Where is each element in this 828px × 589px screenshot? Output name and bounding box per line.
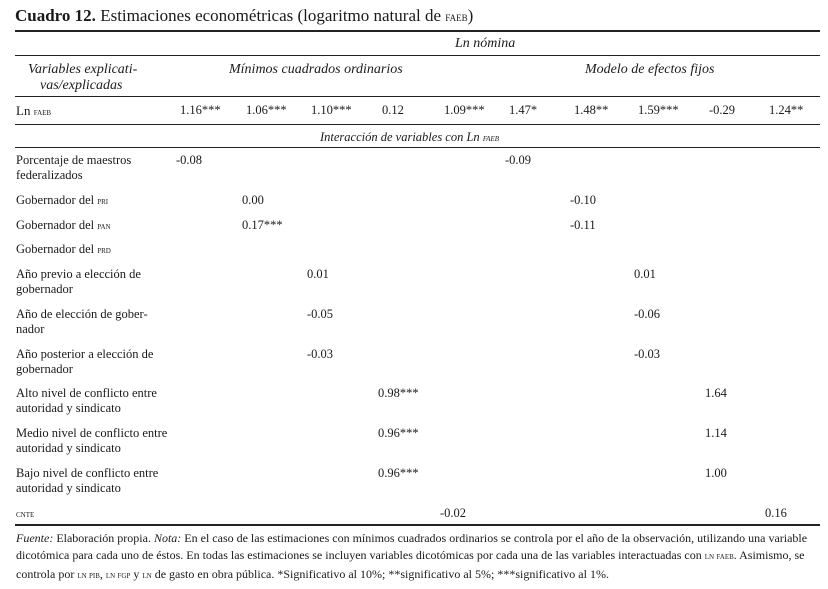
row-label-acronym: pan — [97, 221, 111, 232]
table-cell: 0.16 — [765, 506, 787, 520]
table-cell: -0.09 — [505, 153, 532, 167]
fuente-text: Elaboración propia. — [56, 531, 151, 545]
ln-faeb-value-col5: 1.09*** — [444, 103, 485, 117]
table-cell: 0.01 — [634, 267, 656, 281]
row-label-prefix: Gobernador del — [16, 218, 98, 232]
row-label: Bajo nivel de conflicto entre autoridad y sindicato — [16, 466, 159, 495]
row-label-acronym: cnte — [16, 509, 35, 520]
row-label: Año de elección de gober-nador — [16, 307, 148, 336]
nota-acronym-lnfgp: ln fgp — [105, 571, 131, 581]
stub-header-line1: Variables explicati- — [28, 62, 138, 77]
table-cell: -0.05 — [307, 307, 334, 321]
row-label: Porcentaje de maestros federalizados — [16, 153, 132, 182]
ln-faeb-value-col4: 0.12 — [382, 103, 404, 117]
table-cell: -0.02 — [440, 506, 467, 520]
row-label — [16, 506, 176, 522]
interaction-header — [320, 129, 499, 147]
row-label — [16, 193, 176, 209]
top-rule — [15, 30, 820, 32]
fuente-label: Fuente: — [16, 531, 54, 545]
ln-faeb-value-col2: 1.06*** — [246, 103, 287, 117]
table-cell: 0.96*** — [378, 426, 419, 440]
nota-acronym-ln: ln — [142, 571, 152, 581]
row-label: Año posterior a elección de gobernador — [16, 347, 154, 376]
table-cell: -0.08 — [176, 153, 203, 167]
nota-acronym-lnpib: ln pib — [77, 571, 100, 581]
ln-faeb-value-col9: -0.29 — [709, 103, 736, 117]
ln-faeb-value-col1: 1.16*** — [180, 103, 221, 117]
nota-text3: de gasto en obra pública. *Significativo al 10%; **significativo al 5%; ***significativo al 1%. — [154, 567, 609, 581]
nota-text2: . Asimismo, se controla por — [16, 548, 805, 581]
table-cell: 0.00 — [242, 193, 264, 207]
table-cell: -0.03 — [307, 347, 334, 361]
ln-faeb-value-col7: 1.48** — [574, 103, 609, 117]
ln-faeb-value-col10: 1.24** — [769, 103, 804, 117]
table-title-text: Estimaciones econométricas (logaritmo natural de — [100, 6, 442, 25]
interaction-bottom-rule — [15, 147, 820, 148]
row-label-prefix: Gobernador del — [16, 193, 98, 207]
table-cell: 1.64 — [705, 386, 727, 400]
table-cell: 0.17*** — [242, 218, 283, 232]
interaction-header-text: Interacción de variables con Ln — [320, 130, 480, 144]
table-cell: -0.06 — [634, 307, 661, 321]
table-cell: 0.98*** — [378, 386, 419, 400]
interaction-header-acronym: faeb — [482, 133, 500, 144]
nota-label: Nota: — [153, 531, 182, 545]
table-title-acronym: faeb — [445, 9, 468, 24]
table-note — [16, 530, 822, 585]
stub-header-line2: vas/explicadas — [40, 78, 123, 93]
table-cell: 1.14 — [705, 426, 727, 440]
row-label-prefix: Gobernador del — [16, 242, 98, 256]
row-label: Año previo a elección de gobernador — [16, 267, 141, 296]
header-rule — [15, 96, 820, 97]
table-number: Cuadro 12. — [15, 6, 96, 25]
row-label-acronym: pri — [97, 196, 109, 207]
table-cell: 0.96*** — [378, 466, 419, 480]
table-cell: 0.01 — [307, 267, 329, 281]
table-cell: -0.10 — [570, 193, 597, 207]
table-cell: -0.11 — [570, 218, 596, 232]
bottom-rule — [15, 524, 820, 526]
ln-faeb-value-col6: 1.47* — [509, 103, 538, 117]
table-title — [15, 6, 473, 26]
interaction-top-rule — [15, 124, 820, 125]
nota-sep1: , — [99, 567, 103, 581]
table-title-close: ) — [467, 6, 474, 25]
nota-text1: En el caso de las estimaciones con mínimos cuadrados ordinarios se controla por el año de la observación, utilizando una variable dicotómica para cada uno de éstos. En todas las estimaciones se incluyen variables dicotómicas por cada una de las variables interactuadas con — [16, 531, 808, 562]
fe-group-header: Modelo de efectos fijos — [585, 62, 715, 77]
table-cell: 1.00 — [705, 466, 727, 480]
dependent-variable-header: Ln nómina — [455, 36, 516, 51]
row-label — [16, 242, 176, 258]
row-label: Medio nivel de conflicto entre autoridad y sindicato — [16, 426, 168, 455]
table-cell: -0.03 — [634, 347, 661, 361]
ln-faeb-value-col8: 1.59*** — [638, 103, 679, 117]
row-label: Alto nivel de conflicto entre autoridad y sindicato — [16, 386, 157, 415]
nota-sep2: y — [133, 567, 140, 581]
nota-acronym-lnfaeb: ln faeb — [704, 552, 734, 562]
dependent-rule — [15, 55, 820, 56]
row-label-acronym: prd — [97, 245, 111, 256]
ln-faeb-acronym: faeb — [33, 107, 52, 118]
ln-faeb-value-col3: 1.10*** — [311, 103, 352, 117]
row-label — [16, 218, 176, 234]
ols-group-header: Mínimos cuadrados ordinarios — [229, 62, 403, 77]
ln-faeb-prefix: Ln — [16, 103, 31, 118]
ln-faeb-label — [16, 103, 51, 121]
